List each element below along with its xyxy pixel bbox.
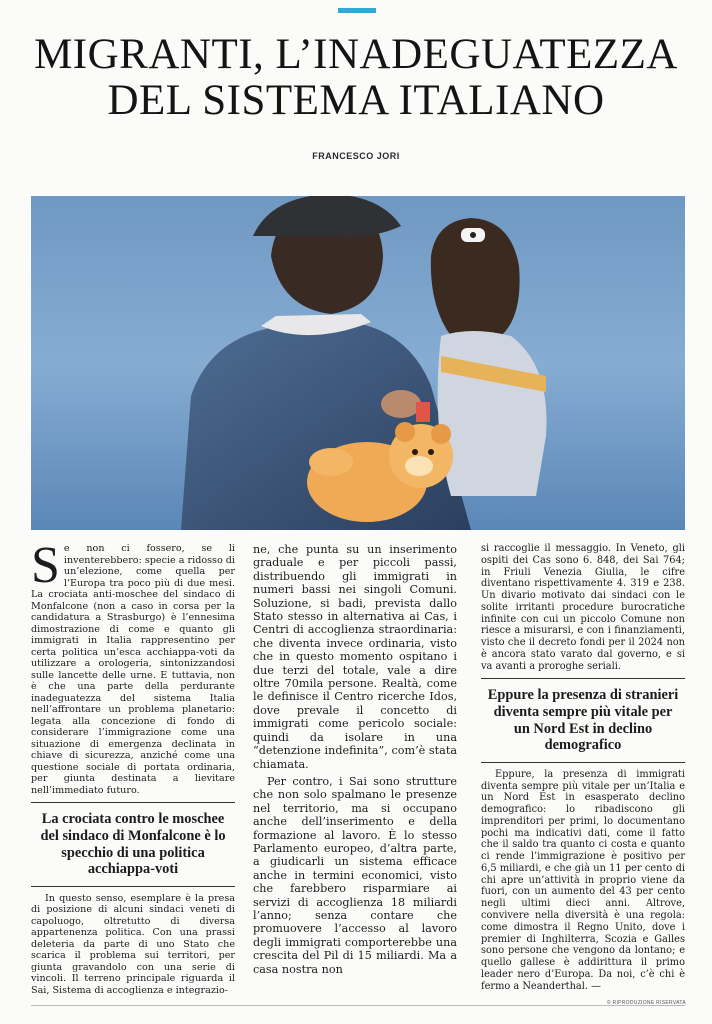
column-1-paragraph-1: e non ci fossero, se li inventerebbero: specie a ridosso di un’elezione, come quella per l’Europa tra poco più di due mesi. La crociata anti-moschee del sindaco di Monfalcone (non a caso in corsa per la candidatura a Strasburgo) è l’ennesima dimostrazione di come e quanto gli immigrati in Italia rappresentino per certa politica un’esca acchiappa-voti da utilizzare a orologeria, sintonizzandosi sulle lancette delle urne. E tuttavia, non è che una parte della perdurante inadeguatezza del sistema Italia nell’affrontare un problema planetario: legata alla concezione di fondo di considerare l’immigrazione come una situazione di emergenza declinata in chiave di sicurezza, anziché come una questione sociale di portata ordinaria, per giunta destinata a lievitare nell’immediato futuro. [31,543,235,796]
column-2-paragraph-2: Per contro, i Sai sono strutture che non solo spalmano le presenze nel territorio, ma si occupano anche dell’inserimento e della formazione al lavoro. È lo stesso Parlamento europeo, d’altra parte, a giudicarli un sistema efficace anche in termini economici, visto che farebbero risparmiare ai servizi di accoglienza 18 miliardi l’anno; senza contare che promuovere l’accesso al lavoro degli immigrati comporterebbe una crescita del Pil di 15 miliardi. Ma a casa nostra non [253,774,457,976]
section-accent-bar [338,8,376,13]
column-2-paragraph-1: ne, che punta su un inserimento graduale e per piccoli passi, distribuendo gli immigrati in numeri bassi nei singoli Comuni. Soluzione, si badi, prevista dallo Stato stesso in alternativa ai Cas, i Centri di accoglienza straordinaria: che diventa invece ordinaria, visto che in questo momento ospitano i due terzi del totale, vale a dire oltre 70mila persone. Realtà, come le definisce il Centro ricerche Idos, dove prevale il concetto di immigrati come pericolo sociale: quindi da isolare in una “detenzione indefinita”, com’è stata chiamata. [253,543,457,771]
column-3-paragraph-2: Eppure, la presenza di immigrati diventa sempre più vitale per un’Italia e un Nord Est in esasperato declino demografico: lo ribadiscono gli imprenditori per primi, lo documentano pochi ma indicativi dati, come il fatto che il saldo tra quanto ci costa e quanto ci rende l’immigrazione è positivo per 6,5 miliardi, e che già un 11 per cento di chi apre un’attività in proprio viene da fuori, con un aumento del 43 per cento negli ultimi dieci anni. Altrove, convivere nella diversità è una regola: come dimostra il Regno Unito, dove i premier di Inghilterra, Scozia e Galles sono persone che vengono da lontano; e quello gallese è addirittura il primo leader nero d’Europa. Da noi, c’è chi è fermo a Neanderthal. — [481,768,685,992]
column-1-paragraph-2: In questo senso, esemplare è la presa di posizione di alcuni sindaci veneti di capoluogo, oltretutto di diversa appartenenza politica. Con una prassi deleteria da parte di uno Stato che scarica il problema sui territori, per giunta gravandolo con una serie di vincoli. Il terreno principale riguarda il Sai, Sistema di accoglienza e integrazio- [31,892,235,996]
article-column-2 [253,543,457,976]
copyright-note: © RIPRODUZIONE RISERVATA [606,1000,686,1006]
column-3-paragraph-1: si raccoglie il messaggio. In Veneto, gli ospiti dei Cas sono 6. 848, dei Sai 764; in Friuli Venezia Giulia, le cifre diventano rispettivamente 4. 319 e 238. Un divario motivato dai sindaci con le solite irritanti procedure burocratiche infinite con cui un piccolo Comune non riesce a misurarsi, e con i finanziamenti, visto che il decreto fondi per il 2024 non è ancora stato varato dal governo, e si va avanti a proroghe seriali. [481,543,685,672]
footer-divider [31,1005,685,1006]
pull-quote-monfalcone: La crociata contro le moschee del sindaco di Monfalcone è lo specchio di una politica acchiappa-voti [31,802,235,886]
article-column-1 [31,537,235,996]
article-column-3 [481,543,685,992]
drop-cap: S [31,537,60,594]
article-headline: MIGRANTI, L’INADEGUATEZZA DEL SISTEMA ITALIANO [34,31,678,124]
pull-quote-nord-est: Eppure la presenza di stranieri diventa sempre più vitale per un Nord Est in declino demografico [481,678,685,762]
article-byline: FRANCESCO JORI [312,151,400,161]
photo-man-and-child-with-teddy-bear [31,196,685,530]
